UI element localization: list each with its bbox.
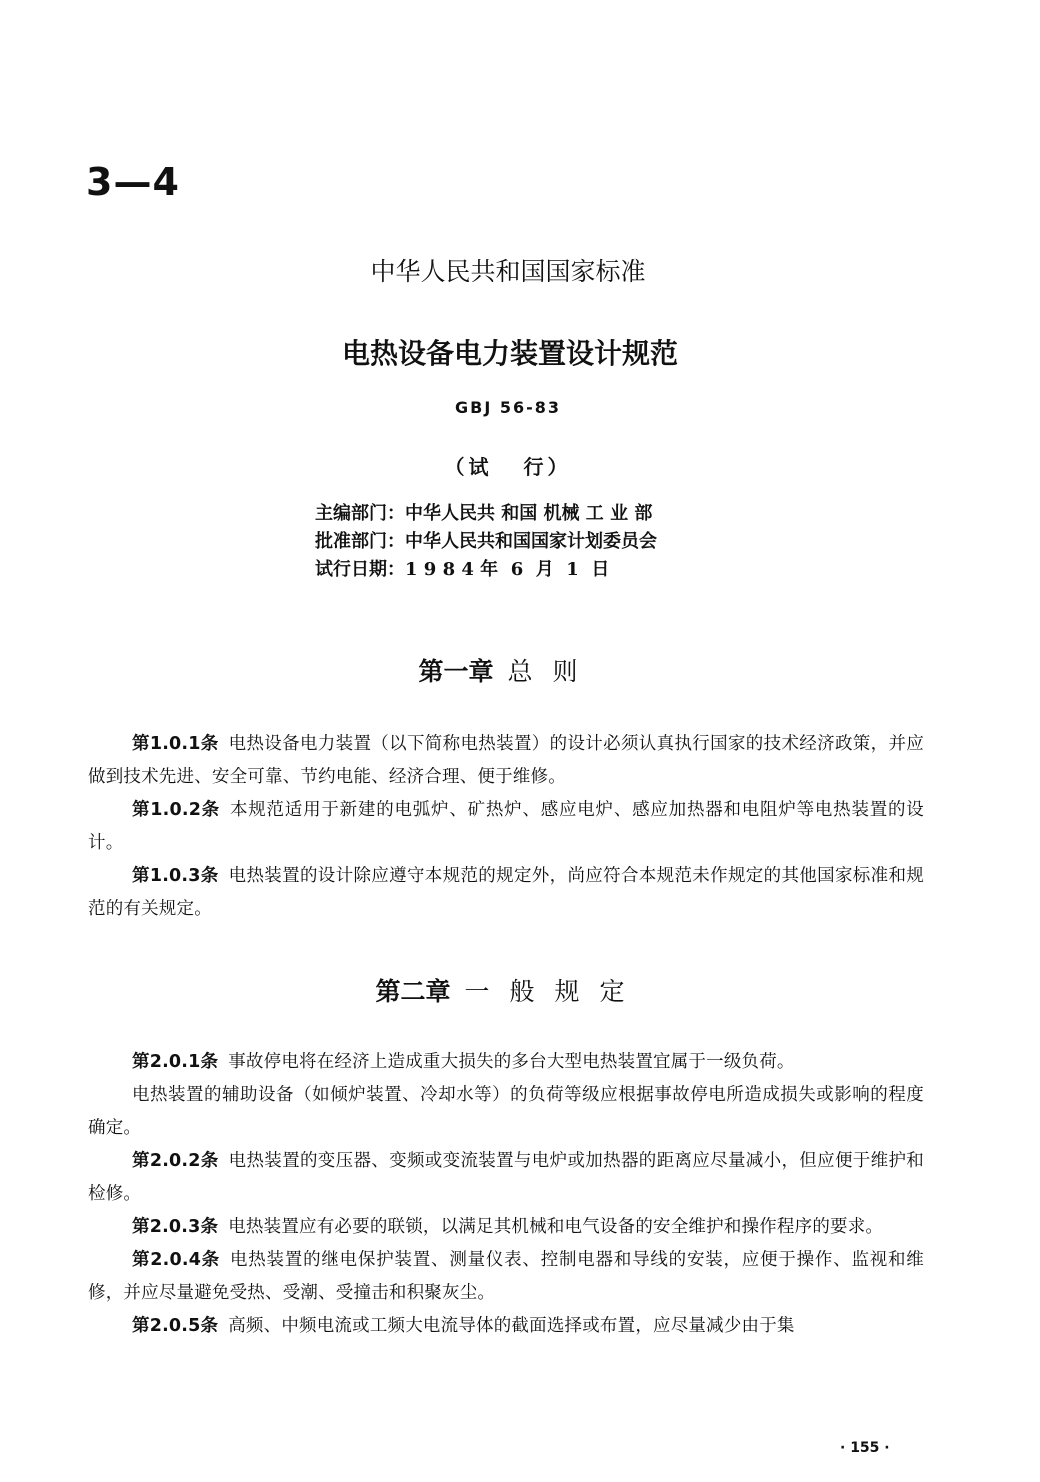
clause-text: 电热装置的变压器、变频或变流装置与电炉或加热器的距离应尽量减小，但应便于维护和检修。 [88,1151,925,1204]
chapter-heading-1 [0,652,1028,688]
editor-department: 主编部门：中华人民共 和国 机械 工 业 部 [315,503,653,524]
clause-number: 第2.0.5条 [132,1316,219,1336]
document-number: 3—4 [86,160,180,204]
chapter-1-body [88,728,924,926]
chapter-2-body [88,1046,924,1343]
clause-text: 事故停电将在经济上造成重大损失的多台大型电热装置宜属于一级负荷。 [228,1052,795,1072]
clause-text: 高频、中频电流或工频大电流导体的截面选择或布置，应尽量减少由于集 [228,1316,795,1336]
clause-paragraph [88,794,924,860]
clause-number: 第1.0.2条 [132,800,220,820]
clause-text: 电热装置应有必要的联锁，以满足其机械和电气设备的安全维护和操作程序的要求。 [228,1217,884,1237]
clause-number: 第2.0.3条 [132,1217,219,1237]
clause-paragraph [88,1145,924,1211]
chapter-number: 第一章 [418,657,494,686]
document-title: 电热设备电力装置设计规范 [341,337,678,370]
chapter-heading-2 [0,972,1030,1008]
clause-number: 第2.0.4条 [132,1250,220,1270]
standard-code: GBJ 56-83 [454,398,562,417]
clause-paragraph [88,1244,924,1310]
clause-paragraph [88,1079,924,1145]
clause-number: 第2.0.2条 [132,1151,219,1171]
publication-info [315,500,657,584]
clause-text: 本规范适用于新建的电弧炉、矿热炉、感应电炉、感应加热器和电阻炉等电热装置的设计。 [88,800,924,853]
clause-text: 电热设备电力装置（以下简称电热装置）的设计必须认真执行国家的技术经济政策，并应做到技术先进、安全可靠、节约电能、经济合理、便于维修。 [88,734,925,787]
clause-paragraph [88,728,924,794]
clause-paragraph [88,1310,924,1343]
page-number: · 155 · [840,1440,890,1456]
clause-number: 第2.0.1条 [132,1052,219,1072]
trial-status: （试 行） [444,455,572,479]
clause-paragraph [88,1211,924,1244]
clause-paragraph [88,860,924,926]
chapter-number: 第二章 [375,977,451,1006]
standard-organization: 中华人民共和国国家标准 [370,257,646,286]
chapter-title: 一般规定 [464,977,645,1006]
clause-text: 电热装置的设计除应遵守本规范的规定外，尚应符合本规范未作规定的其他国家标准和规范的有关规定。 [88,866,925,919]
clause-number: 第1.0.3条 [132,866,219,886]
trial-date: 试行日期：1 9 8 4 年 6 月 1 日 [315,559,610,580]
chapter-title: 总则 [507,657,598,686]
approving-department: 批准部门：中华人民共和国国家计划委员会 [315,531,657,552]
clause-number: 第1.0.1条 [132,734,219,754]
clause-paragraph [88,1046,924,1079]
clause-text: 电热装置的继电保护装置、测量仪表、控制电器和导线的安装，应便于操作、监视和维修，并应尽量避免受热、受潮、受撞击和积聚灰尘。 [88,1250,924,1303]
clause-text: 电热装置的辅助设备（如倾炉装置、冷却水等）的负荷等级应根据事故停电所造成损失或影响的程度确定。 [88,1085,924,1138]
